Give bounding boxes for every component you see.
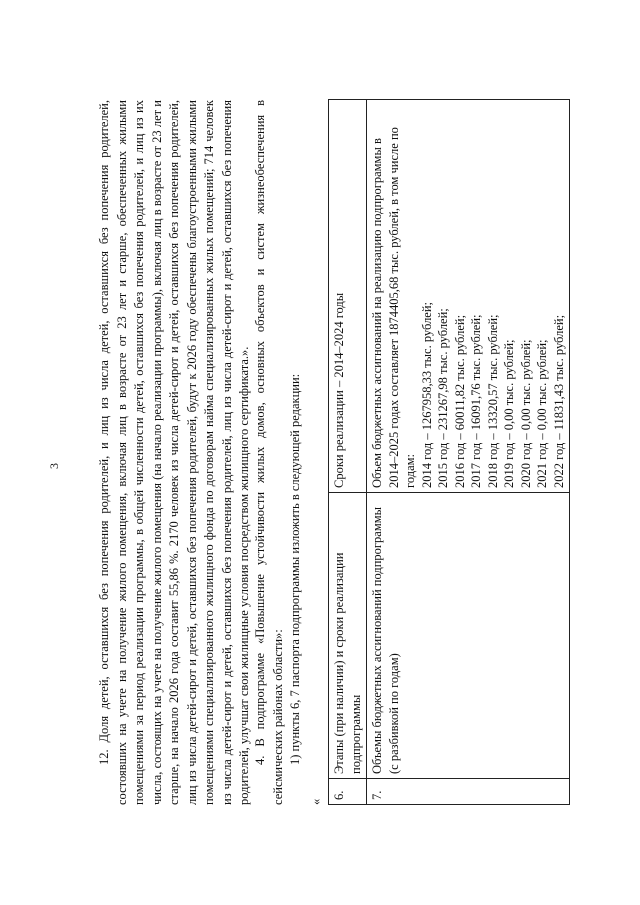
row-value: Сроки реализации – 2014–2024 годы <box>329 100 367 493</box>
funding-year-2020: 2020 год – 0,00 тыс. рублей; <box>518 339 533 488</box>
row-label: Объемы бюджетных ассигнований подпрограммы (с разбивкой по годам) <box>367 493 570 779</box>
passport-table <box>328 99 570 805</box>
funding-year-2018: 2018 год – 13320,57 тыс. рублей; <box>485 314 500 488</box>
funding-year-2016: 2016 год – 60011,82 тыс. рублей; <box>452 314 467 488</box>
funding-year-2022: 2022 год – 11831,43 тыс. рублей; <box>551 314 566 488</box>
funding-year-2017: 2017 год – 16091,76 тыс. рублей; <box>469 314 483 488</box>
funding-year-2019: 2019 год – 0,00 тыс. рублей; <box>502 339 516 488</box>
row-number: 6. <box>329 779 367 805</box>
row-number: 7. <box>367 779 570 805</box>
table-row <box>367 100 570 805</box>
row-value <box>367 100 570 493</box>
funding-year-2015: 2015 год – 231267,98 тыс. рублей; <box>436 308 450 488</box>
opening-quote: « <box>309 798 323 805</box>
paragraph-4: 4. В подпрограмме «Повышение устойчивости жилых домов, основных объектов и систем жизнеобеспечения в сейсмических районах области»: <box>253 100 285 805</box>
funding-year-2014: 2014 год – 1267958,33 тыс. рублей; <box>419 301 434 488</box>
funding-intro: Объем бюджетных ассигнований на реализацию подпрограммы в 2014–2025 годах составляет 1874405,68 тыс. рублей, в том числе по годам: <box>370 127 417 488</box>
funding-year-2021: 2021 год – 0,00 тыс. рублей; <box>535 339 549 488</box>
paragraph-1: 1) пункты 6, 7 паспорта подпрограммы изложить в следующей редакции: <box>288 373 302 765</box>
table-row <box>329 100 367 805</box>
page-number: 3 <box>47 463 61 469</box>
row-label: Этапы (при наличии) и сроки реализации подпрограммы <box>329 493 367 779</box>
paragraph-12: 12. Доля детей, оставшихся без попечения родителей, и лиц из числа детей, оставшихся без попечения родителей, состоявших на учете на получение жилого помещения, включая лиц в возрасте от 23 лет и старше, обеспеченных жилыми помещениями за период реализации программы, в общей численности детей, оставшихся без попечения родителей, и лиц из их числа, состоящих на учете на получение жилого помещения (на начало реализации программы), включая лиц в возрасте от 23 лет и старше, на начало 2026 года составит 55,86 %. 2170 человек из числа детей-сирот и детей, оставшихся без попечения родителей, лиц из числа детей-сирот и детей, оставшихся без попечения родителей, будут к 2026 году обеспечены благоустроенными жилыми помещениями специализированного жилищного фонда по договорам найма специализированных жилых помещений; 714 человек из числа детей-сирот и детей, оставшихся без попечения родителей, лиц из числа детей-сирот и детей, оставшихся без попечения родителей, улучшат свои жилищные условия посредством жилищного сертификата.». <box>97 100 251 805</box>
